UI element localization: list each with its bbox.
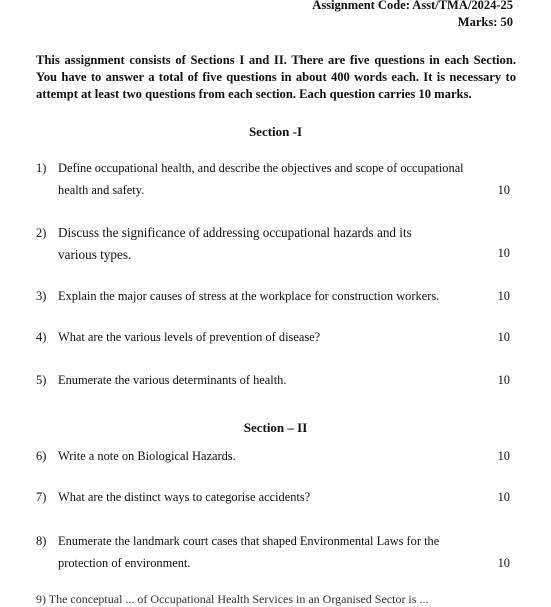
question-number: 2) [36,226,47,240]
question-text-line2: protection of environment. [58,556,191,570]
question-marks: 10 [497,490,510,504]
question-text-line2: health and safety. [58,183,145,197]
question-number: 1) [36,161,47,175]
marks-total: Marks: 50 [457,15,513,29]
question-marks: 10 [497,556,510,570]
question-marks: 10 [497,246,510,260]
question-marks: 10 [497,330,510,344]
question-text-line1: Write a note on Biological Hazards. [58,449,236,463]
section-2-title: Section – II [243,420,308,435]
question-number: 4) [36,330,47,344]
question-text-line2: various types. [58,247,132,262]
question-marks: 10 [497,449,510,463]
question-number: 5) [36,373,47,387]
question-text-line1: What are the various levels of prevention of disease? [58,330,321,344]
question-text-line1: Enumerate the landmark court cases that shaped Environmental Laws for the [58,534,440,548]
question-number: 3) [36,289,47,303]
question-text-line1: Explain the major causes of stress at the workplace for construction workers. [58,289,440,303]
question-text-line1: What are the distinct ways to categorise accidents? [58,490,311,504]
question-text-line1: Define occupational health, and describe the objectives and scope of occupational [58,161,464,175]
question-marks: 10 [497,289,510,303]
question-marks: 10 [497,183,510,197]
question-marks: 10 [497,373,510,387]
question-number: 7) [36,490,47,504]
question-number: 8) [36,534,47,548]
assignment-code: Assignment Code: Asst/TMA/2024-25 [312,0,513,12]
question-text-line1: Discuss the significance of addressing occupational hazards and its [58,225,412,240]
question-9-cutoff: 9) The conceptual ... of Occupational Health Services in an Organised Sector is ... [36,592,429,606]
question-text-line1: Enumerate the various determinants of health. [58,373,287,387]
question-number: 6) [36,449,47,463]
section-1-title: Section -I [248,124,303,139]
instructions-paragraph: This assignment consists of Sections I and II. There are five questions in each Section. You have to answer a total of five questions in about 400 words each. It is necessary to attempt at least two questions from each section. Each question carries 10 marks. [36,53,516,101]
